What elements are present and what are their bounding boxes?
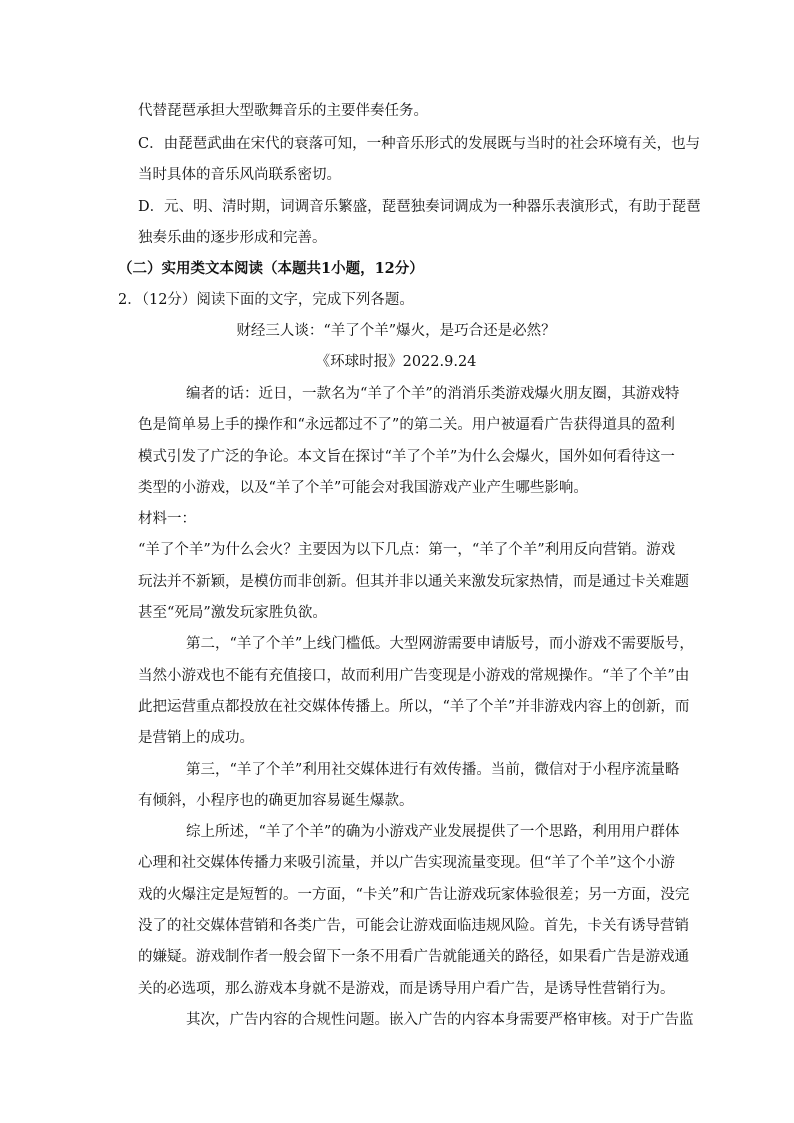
editor-note-line-2: 色是简单易上手的操作和“永远都过不了”的第二关。用户被逼看广告获得道具的盈利 [138,417,675,433]
material-para-4-line-4: 没了的社交媒体营销和各类广告，可能会让游戏面临违规风险。首先，卡关有诱导营销 [138,918,689,934]
material-para-2-line-3: 此把运营重点都投放在社交媒体传播上。所以，“羊了个羊”并非游戏内容上的创新，而 [138,699,690,715]
material-para-2-line-1: 第二，“羊了个羊”上线门槛低。大型网游需要申请版号，而小游戏不需要版号， [186,636,694,652]
material-para-2-line-4: 是营销上的成功。 [138,730,254,746]
option-b-continuation: 代替琵琶承担大型歌舞音乐的主要伴奏任务。 [138,103,428,119]
article-source: 《环球时报》2022.9.24 [315,354,477,370]
material-para-3-line-2: 有倾斜，小程序也的确更加容易诞生爆款。 [138,793,414,809]
section-heading: （二）实用类文本阅读（本题共1小题，12分） [118,260,424,277]
material-para-4-line-5: 的嫌疑。游戏制作者一般会留下一条不用看广告就能通关的路径，如果看广告是游戏通 [138,949,689,965]
material-para-5-line-1: 其次，广告内容的合规性问题。嵌入广告的内容本身需要严格审核。对于广告监 [186,1012,694,1028]
option-d-line-2: 独奏乐曲的逐步形成和完善。 [138,230,327,246]
option-c-line-1: C．由琵琶武曲在宋代的衰落可知，一种音乐形式的发展既与当时的社会环境有关，也与 [138,136,701,152]
article-title: 财经三人谈：“羊了个羊”爆火，是巧合还是必然？ [236,323,556,339]
material-para-1-line-1: “羊了个羊”为什么会火？主要因为以下几点：第一，“羊了个羊”利用反向营销。游戏 [138,542,676,558]
editor-note-line-1: 编者的话：近日，一款名为“羊了个羊”的消消乐类游戏爆火朋友圈，其游戏特 [186,386,680,402]
option-c-line-2: 当时具体的音乐风尚联系密切。 [138,167,341,183]
material-para-2-line-2: 当然小游戏也不能有充值接口，故而利用广告变现是小游戏的常规操作。“羊了个羊”由 [138,668,690,684]
material-label: 材料一： [138,511,196,527]
material-para-3-line-1: 第三，“羊了个羊”利用社交媒体进行有效传播。当前，微信对于小程序流量略 [186,762,680,778]
material-para-1-line-3: 甚至“死局”激发玩家胜负欲。 [138,605,327,621]
material-para-4-line-2: 心理和社交媒体传播力来吸引流量，并以广告实现流量变现。但“羊了个羊”这个小游 [138,855,675,871]
material-para-4-line-3: 戏的火爆注定是短暂的。一方面，“卡关”和广告让游戏玩家体验很差；另一方面，没完 [138,887,690,903]
option-d-line-1: D．元、明、清时期，词调音乐繁盛，琵琶独奏词调成为一种器乐表演形式，有助于琵琶 [138,199,701,215]
question-prompt: 2．（12分）阅读下面的文字，完成下列各题。 [118,292,414,308]
editor-note-line-3: 模式引发了广泛的争论。本文旨在探讨“羊了个羊”为什么会爆火，国外如何看待这一 [138,449,675,465]
editor-note-line-4: 类型的小游戏，以及“羊了个羊”可能会对我国游戏产业产生哪些影响。 [138,480,588,496]
material-para-1-line-2: 玩法并不新颖，是模仿而非创新。但其并非以通关来激发玩家热情，而是通过卡关难题 [138,574,689,590]
material-para-4-line-6: 关的必选项，那么游戏本身就不是游戏，而是诱导用户看广告，是诱导性营销行为。 [138,981,675,997]
material-para-4-line-1: 综上所述，“羊了个羊”的确为小游戏产业发展提供了一个思路，利用用户群体 [186,824,680,840]
